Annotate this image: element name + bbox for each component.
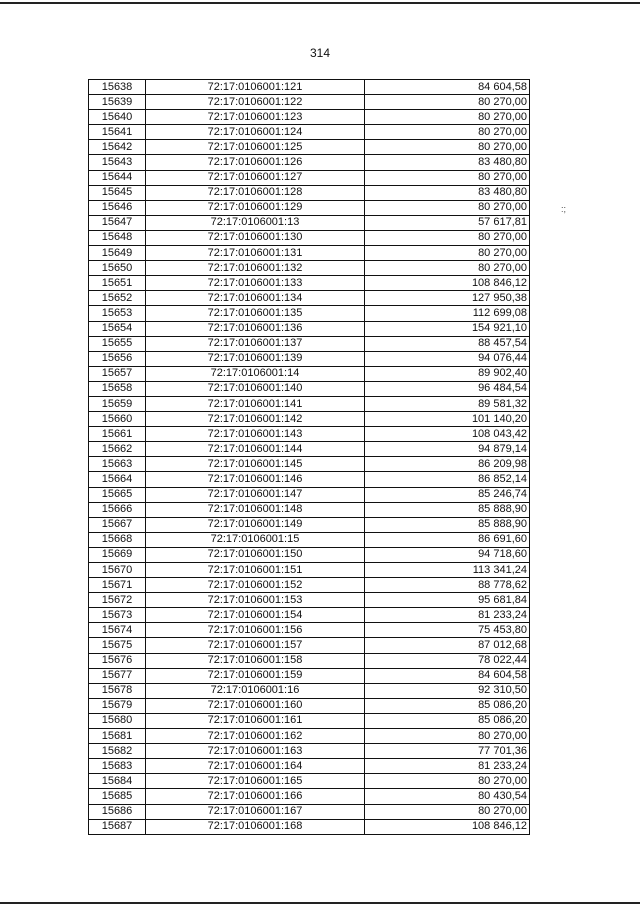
cadastral-number-cell: 72:17:0106001:167 [146,804,365,819]
value-cell: 101 140,20 [365,412,530,427]
table-row [89,532,530,547]
cadastral-number-cell: 72:17:0106001:162 [146,729,365,744]
cadastral-number-cell: 72:17:0106001:160 [146,698,365,713]
row-number-cell: 15652 [89,291,146,306]
value-cell: 92 310,50 [365,683,530,698]
value-cell: 80 270,00 [365,804,530,819]
row-number-cell: 15664 [89,472,146,487]
bottom-edge-rule [0,902,640,904]
cadastral-number-cell: 72:17:0106001:131 [146,246,365,261]
value-cell: 84 604,58 [365,80,530,95]
cadastral-number-cell: 72:17:0106001:146 [146,472,365,487]
top-edge-rule [0,2,640,4]
table-row [89,638,530,653]
cadastral-number-cell: 72:17:0106001:154 [146,608,365,623]
cadastral-number-cell: 72:17:0106001:140 [146,381,365,396]
row-number-cell: 15674 [89,623,146,638]
row-number-cell: 15656 [89,351,146,366]
table-row [89,291,530,306]
table-row [89,547,530,562]
row-number-cell: 15641 [89,125,146,140]
value-cell: 94 718,60 [365,547,530,562]
value-cell: 108 846,12 [365,819,530,834]
value-cell: 87 012,68 [365,638,530,653]
table-row [89,517,530,532]
table-row [89,110,530,125]
cadastral-number-cell: 72:17:0106001:134 [146,291,365,306]
table-row [89,125,530,140]
cadastral-number-cell: 72:17:0106001:14 [146,366,365,381]
table-row [89,578,530,593]
cadastral-number-cell: 72:17:0106001:132 [146,261,365,276]
cadastral-number-cell: 72:17:0106001:152 [146,578,365,593]
table-row [89,185,530,200]
cadastral-number-cell: 72:17:0106001:125 [146,140,365,155]
row-number-cell: 15661 [89,427,146,442]
cadastral-number-cell: 72:17:0106001:129 [146,200,365,215]
cadastral-number-cell: 72:17:0106001:153 [146,593,365,608]
cadastral-number-cell: 72:17:0106001:168 [146,819,365,834]
table-row [89,396,530,411]
table-row [89,321,530,336]
cadastral-number-cell: 72:17:0106001:121 [146,80,365,95]
table-row [89,140,530,155]
margin-mark: :; [561,204,567,214]
table-row [89,759,530,774]
value-cell: 108 043,42 [365,427,530,442]
value-cell: 85 888,90 [365,502,530,517]
value-cell: 80 270,00 [365,230,530,245]
cadastral-number-cell: 72:17:0106001:128 [146,185,365,200]
value-cell: 112 699,08 [365,306,530,321]
cadastral-number-cell: 72:17:0106001:135 [146,306,365,321]
table-body [89,80,530,835]
row-number-cell: 15638 [89,80,146,95]
table-row [89,261,530,276]
row-number-cell: 15680 [89,713,146,728]
table-row [89,487,530,502]
row-number-cell: 15663 [89,457,146,472]
row-number-cell: 15639 [89,95,146,110]
value-cell: 80 270,00 [365,200,530,215]
table-row [89,502,530,517]
row-number-cell: 15644 [89,170,146,185]
table-row [89,804,530,819]
value-cell: 80 270,00 [365,170,530,185]
table-row [89,774,530,789]
cadastral-number-cell: 72:17:0106001:124 [146,125,365,140]
cadastral-number-cell: 72:17:0106001:157 [146,638,365,653]
value-cell: 80 270,00 [365,774,530,789]
table-row [89,713,530,728]
table-row [89,789,530,804]
table-row [89,80,530,95]
row-number-cell: 15683 [89,759,146,774]
value-cell: 88 457,54 [365,336,530,351]
cadastral-number-cell: 72:17:0106001:151 [146,563,365,578]
cadastral-number-cell: 72:17:0106001:165 [146,774,365,789]
row-number-cell: 15648 [89,230,146,245]
row-number-cell: 15673 [89,608,146,623]
table-row [89,608,530,623]
value-cell: 89 902,40 [365,366,530,381]
table-row [89,246,530,261]
table-row [89,668,530,683]
row-number-cell: 15672 [89,593,146,608]
table-row [89,427,530,442]
cadastral-number-cell: 72:17:0106001:143 [146,427,365,442]
value-cell: 85 888,90 [365,517,530,532]
row-number-cell: 15647 [89,215,146,230]
page-number: 314 [309,46,331,60]
value-cell: 80 430,54 [365,789,530,804]
table-row [89,623,530,638]
table-row [89,563,530,578]
value-cell: 86 852,14 [365,472,530,487]
value-cell: 80 270,00 [365,110,530,125]
row-number-cell: 15669 [89,547,146,562]
cadastral-value-table [88,79,530,835]
table-row [89,593,530,608]
value-cell: 96 484,54 [365,381,530,396]
table-row [89,744,530,759]
value-cell: 95 681,84 [365,593,530,608]
row-number-cell: 15675 [89,638,146,653]
row-number-cell: 15642 [89,140,146,155]
cadastral-number-cell: 72:17:0106001:164 [146,759,365,774]
cadastral-number-cell: 72:17:0106001:161 [146,713,365,728]
cadastral-number-cell: 72:17:0106001:133 [146,276,365,291]
row-number-cell: 15671 [89,578,146,593]
row-number-cell: 15667 [89,517,146,532]
value-cell: 113 341,24 [365,563,530,578]
value-cell: 85 086,20 [365,698,530,713]
cadastral-number-cell: 72:17:0106001:123 [146,110,365,125]
table-row [89,472,530,487]
row-number-cell: 15650 [89,261,146,276]
value-cell: 154 921,10 [365,321,530,336]
row-number-cell: 15651 [89,276,146,291]
row-number-cell: 15653 [89,306,146,321]
row-number-cell: 15665 [89,487,146,502]
table-row [89,155,530,170]
value-cell: 89 581,32 [365,396,530,411]
cadastral-number-cell: 72:17:0106001:130 [146,230,365,245]
row-number-cell: 15666 [89,502,146,517]
value-cell: 80 270,00 [365,261,530,276]
table-row [89,200,530,215]
row-number-cell: 15685 [89,789,146,804]
cadastral-number-cell: 72:17:0106001:163 [146,744,365,759]
cadastral-number-cell: 72:17:0106001:142 [146,412,365,427]
row-number-cell: 15684 [89,774,146,789]
cadastral-number-cell: 72:17:0106001:147 [146,487,365,502]
value-cell: 80 270,00 [365,125,530,140]
value-cell: 127 950,38 [365,291,530,306]
row-number-cell: 15682 [89,744,146,759]
cadastral-number-cell: 72:17:0106001:122 [146,95,365,110]
row-number-cell: 15657 [89,366,146,381]
cadastral-number-cell: 72:17:0106001:144 [146,442,365,457]
table-row [89,412,530,427]
cadastral-number-cell: 72:17:0106001:126 [146,155,365,170]
value-cell: 57 617,81 [365,215,530,230]
cadastral-number-cell: 72:17:0106001:150 [146,547,365,562]
row-number-cell: 15640 [89,110,146,125]
value-cell: 88 778,62 [365,578,530,593]
row-number-cell: 15679 [89,698,146,713]
table-row [89,351,530,366]
table-row [89,819,530,834]
cadastral-number-cell: 72:17:0106001:139 [146,351,365,366]
row-number-cell: 15660 [89,412,146,427]
cadastral-number-cell: 72:17:0106001:15 [146,532,365,547]
cadastral-number-cell: 72:17:0106001:145 [146,457,365,472]
value-cell: 94 879,14 [365,442,530,457]
cadastral-number-cell: 72:17:0106001:158 [146,653,365,668]
row-number-cell: 15646 [89,200,146,215]
row-number-cell: 15670 [89,563,146,578]
row-number-cell: 15655 [89,336,146,351]
value-cell: 80 270,00 [365,140,530,155]
row-number-cell: 15677 [89,668,146,683]
value-cell: 80 270,00 [365,729,530,744]
table-row [89,683,530,698]
row-number-cell: 15681 [89,729,146,744]
cadastral-number-cell: 72:17:0106001:127 [146,170,365,185]
value-cell: 86 691,60 [365,532,530,547]
cadastral-number-cell: 72:17:0106001:156 [146,623,365,638]
value-cell: 94 076,44 [365,351,530,366]
row-number-cell: 15668 [89,532,146,547]
table-row [89,442,530,457]
value-cell: 86 209,98 [365,457,530,472]
value-cell: 83 480,80 [365,185,530,200]
table-row [89,215,530,230]
cadastral-number-cell: 72:17:0106001:136 [146,321,365,336]
table-row [89,276,530,291]
cadastral-number-cell: 72:17:0106001:137 [146,336,365,351]
table-row [89,366,530,381]
row-number-cell: 15643 [89,155,146,170]
value-cell: 84 604,58 [365,668,530,683]
cadastral-number-cell: 72:17:0106001:166 [146,789,365,804]
cadastral-number-cell: 72:17:0106001:159 [146,668,365,683]
table-row [89,336,530,351]
value-cell: 83 480,80 [365,155,530,170]
row-number-cell: 15662 [89,442,146,457]
cadastral-number-cell: 72:17:0106001:13 [146,215,365,230]
table-row [89,230,530,245]
value-cell: 108 846,12 [365,276,530,291]
value-cell: 80 270,00 [365,246,530,261]
value-cell: 85 246,74 [365,487,530,502]
value-cell: 81 233,24 [365,759,530,774]
row-number-cell: 15687 [89,819,146,834]
table-row [89,457,530,472]
row-number-cell: 15676 [89,653,146,668]
table-row [89,653,530,668]
cadastral-number-cell: 72:17:0106001:16 [146,683,365,698]
row-number-cell: 15658 [89,381,146,396]
row-number-cell: 15659 [89,396,146,411]
row-number-cell: 15649 [89,246,146,261]
value-cell: 85 086,20 [365,713,530,728]
table-row [89,698,530,713]
cadastral-number-cell: 72:17:0106001:141 [146,396,365,411]
value-cell: 80 270,00 [365,95,530,110]
table-row [89,381,530,396]
table-row [89,729,530,744]
row-number-cell: 15654 [89,321,146,336]
row-number-cell: 15686 [89,804,146,819]
value-cell: 77 701,36 [365,744,530,759]
row-number-cell: 15678 [89,683,146,698]
value-cell: 81 233,24 [365,608,530,623]
table-row [89,306,530,321]
value-cell: 78 022,44 [365,653,530,668]
cadastral-number-cell: 72:17:0106001:149 [146,517,365,532]
table-row [89,170,530,185]
row-number-cell: 15645 [89,185,146,200]
value-cell: 75 453,80 [365,623,530,638]
cadastral-number-cell: 72:17:0106001:148 [146,502,365,517]
table-row [89,95,530,110]
